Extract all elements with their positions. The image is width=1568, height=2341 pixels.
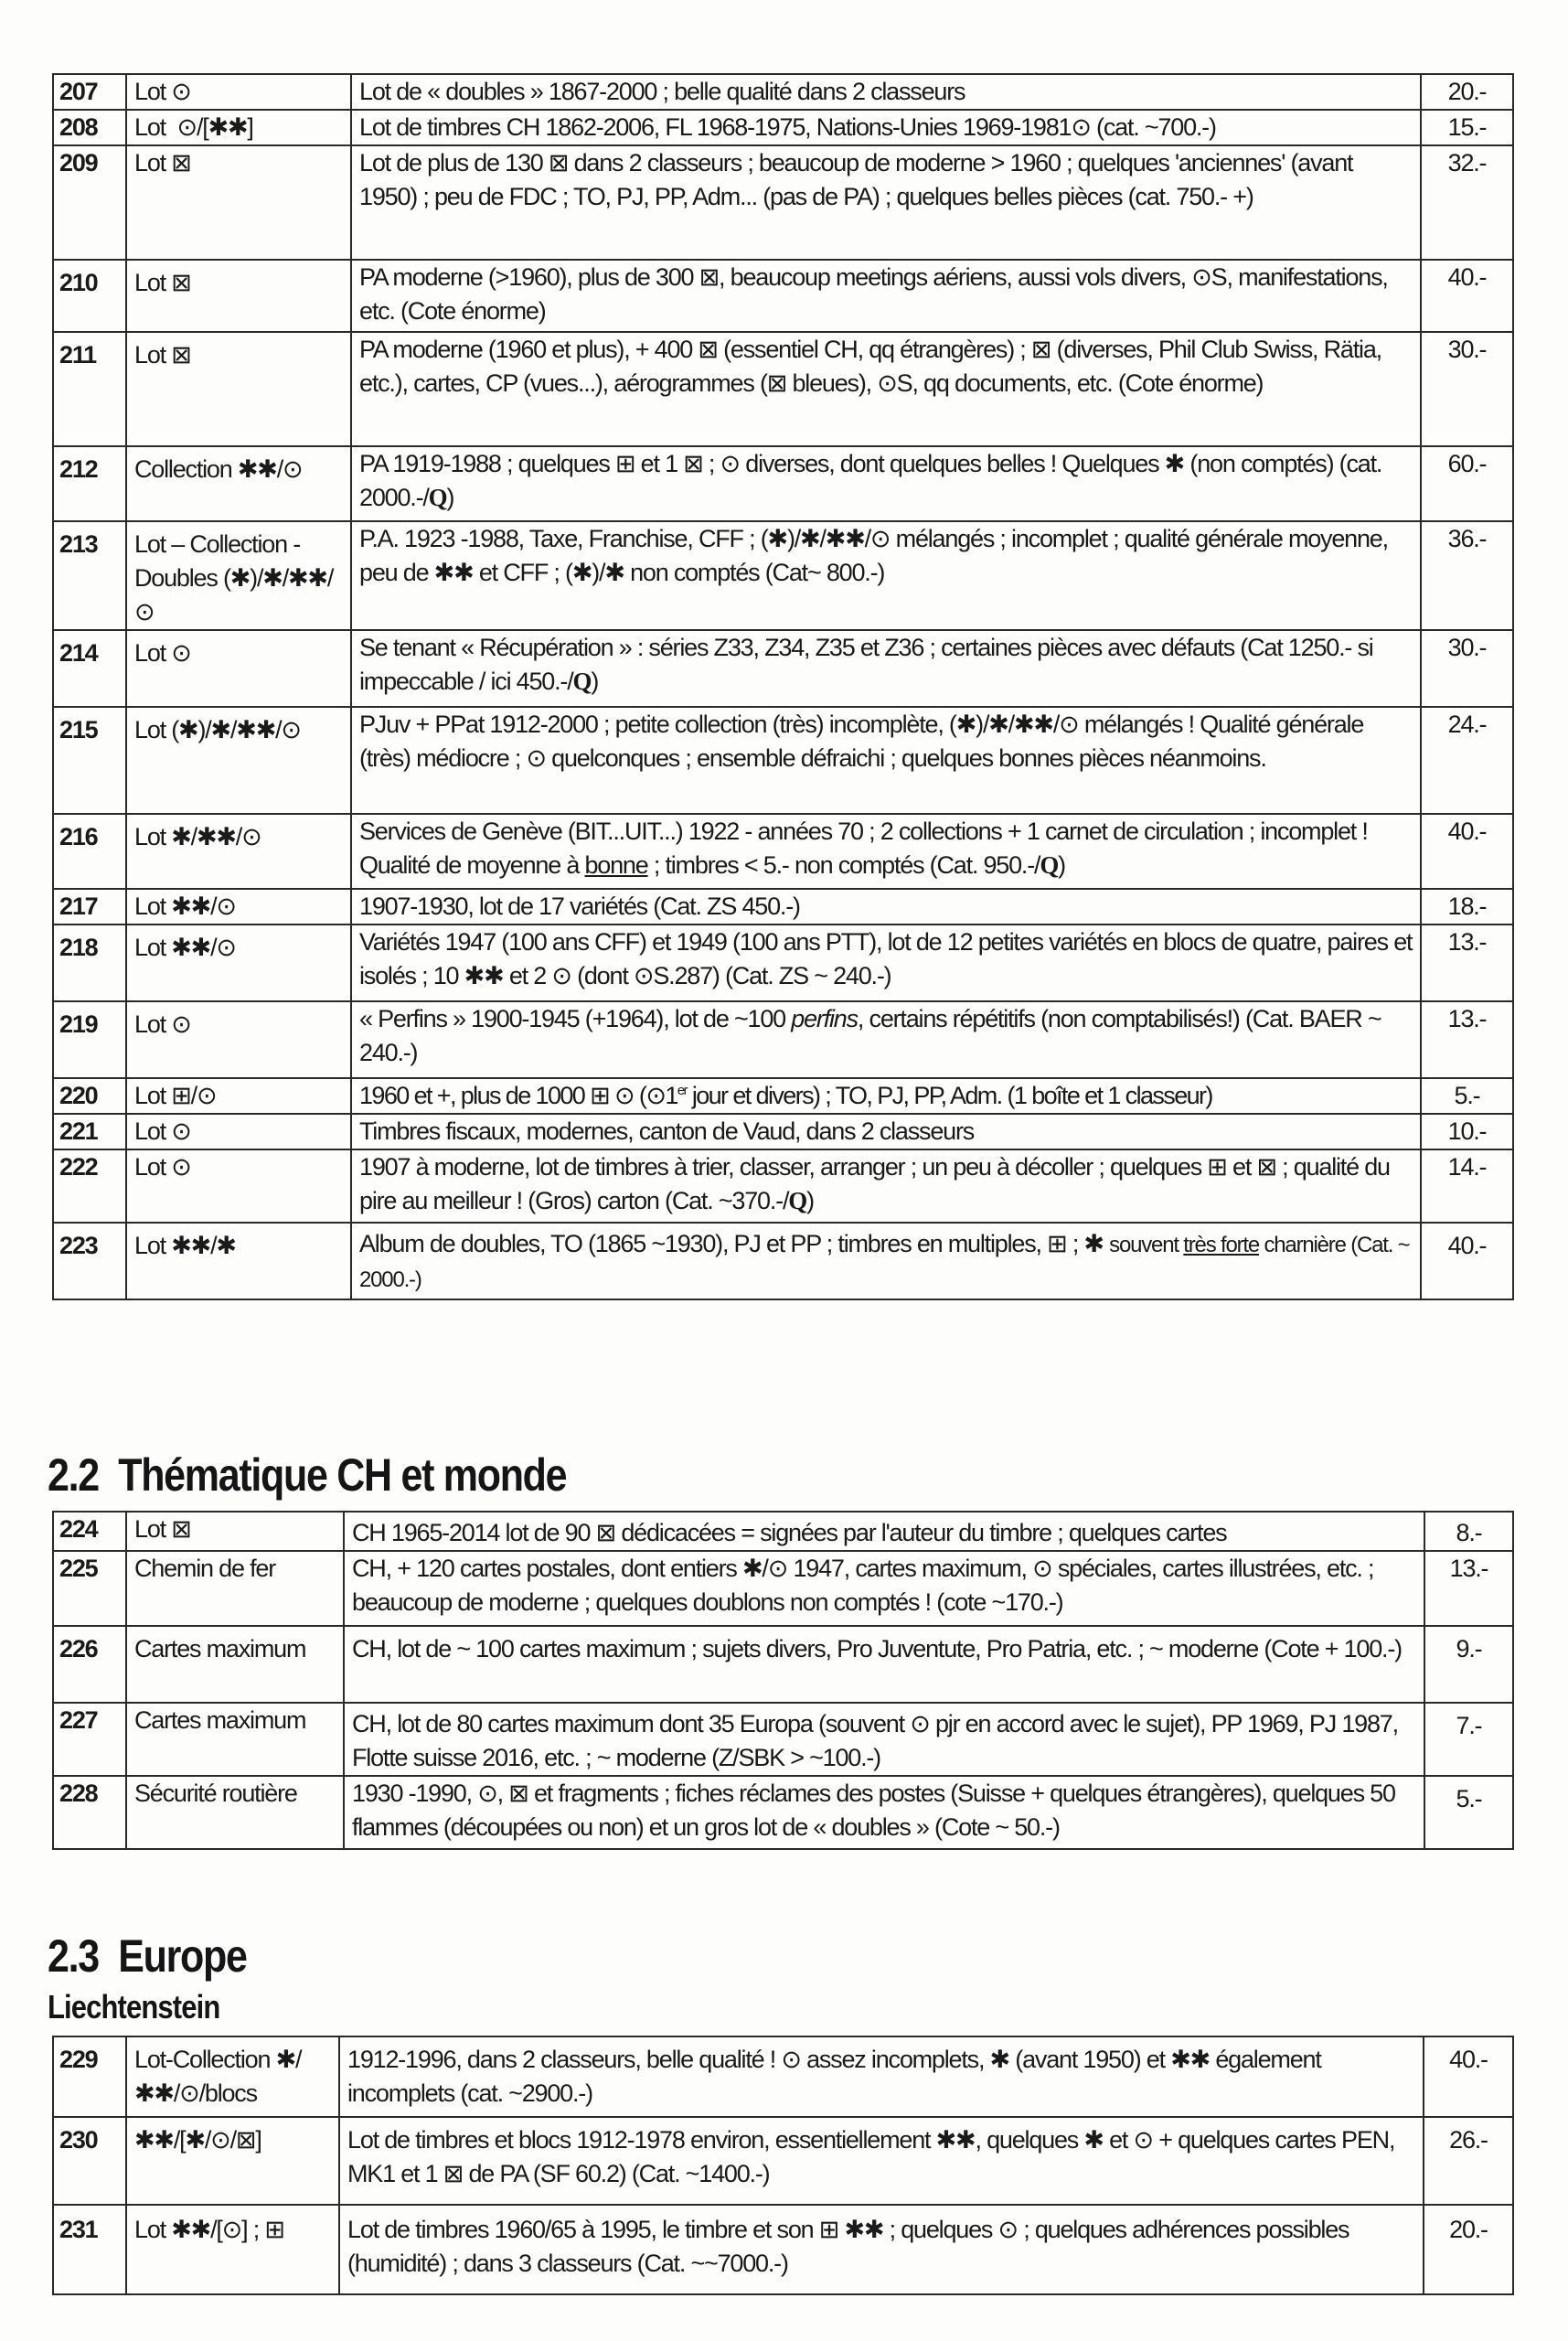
lot-number: 216 [53,814,126,889]
lot-price: 36.- [1421,521,1513,630]
description-text: « Perfins » 1900-1945 (+1964), lot de ~100 [359,1005,792,1032]
lot-price: 24.- [1421,707,1513,814]
table-row [53,1078,1513,1114]
lot-description [351,446,1421,521]
lot-price: 13.- [1424,1551,1513,1626]
lot-price: 15.- [1421,110,1513,145]
lot-description: PJuv + PPat 1912-2000 ; petite collection (très) incomplète, (✱)/✱/✱✱/⊙ mélangés ! Qualité générale (très) médiocre ; ⊙ quelconques ; ensemble défraichi ; quelques bonnes pièces néanmoins. [351,707,1421,814]
lot-number: 223 [53,1223,126,1299]
table-row [53,2205,1513,2294]
lot-price: 18.- [1421,889,1513,925]
table-row [53,1551,1513,1626]
lot-price: 20.- [1424,2205,1513,2294]
lot-price: 32.- [1421,145,1513,260]
lot-price: 13.- [1421,1001,1513,1078]
lot-description: Lot de timbres et blocs 1912-1978 environ, essentiellement ✱✱, quelques ✱ et ⊙ + quelques cartes PEN, MK1 et 1 ⊠ de PA (SF 60.2) (Cat. ~1400.-) [339,2117,1424,2205]
description-text: jour et divers) ; TO, PJ, PP, Adm. (1 boîte et 1 classeur) [686,1082,1212,1109]
table-row [53,889,1513,925]
lot-description [351,1078,1421,1114]
lot-description [351,1001,1421,1078]
lot-price: 20.- [1421,74,1513,110]
lot-price: 26.- [1424,2117,1513,2205]
lot-type: Lot ⊠ [126,260,351,332]
lot-number: 226 [53,1626,126,1703]
lot-price: 5.- [1424,1776,1513,1849]
lot-number: 227 [53,1703,126,1776]
lot-description: Lot de « doubles » 1867-2000 ; belle qualité dans 2 classeurs [351,74,1421,110]
lot-price: 7.- [1424,1703,1513,1776]
table-row [53,260,1513,332]
description-small: charnière (Cat. ~ 2000.-) [359,1233,1410,1292]
lot-description: Lot de plus de 130 ⊠ dans 2 classeurs ; beaucoup de moderne > 1960 ; quelques 'anciennes' (avant 1950) ; peu de FDC ; TO, PJ, PP, Adm... (pas de PA) ; quelques belles pièces (cat. 750.- +) [351,145,1421,260]
lot-price: 40.- [1421,814,1513,889]
lot-number: 211 [53,332,126,446]
lot-description: P.A. 1923 -1988, Taxe, Franchise, CFF ; (✱)/✱/✱✱/⊙ mélangés ; incomplet ; qualité générale moyenne, peu de ✱✱ et CFF ; (✱)/✱ non comptés (Cat~ 800.-) [351,521,1421,630]
lot-number: 214 [53,630,126,707]
description-text: ; timbres < 5.- non comptés (Cat. 950.-/ [647,851,1040,879]
lot-type: Lot ✱/✱✱/⊙ [126,814,351,889]
table-row [53,332,1513,446]
lot-number: 218 [53,925,126,1001]
lot-price: 30.- [1421,332,1513,446]
lot-number: 213 [53,521,126,630]
table-row [53,1001,1513,1078]
lot-type: Lot ⊙ [126,1149,351,1223]
lot-number: 230 [53,2117,126,2205]
quality-mark: Q [572,668,592,695]
quality-mark: Q [428,484,447,511]
lot-description: Variétés 1947 (100 ans CFF) et 1949 (100 ans PTT), lot de 12 petites variétés en blocs de quatre, paires et isolés ; 10 ✱✱ et 2 ⊙ (dont ⊙S.287) (Cat. ZS ~ 240.-) [351,925,1421,1001]
lot-description: CH, lot de ~ 100 cartes maximum ; sujets divers, Pro Juventute, Pro Patria, etc. ; ~ moderne (Cote + 100.-) [344,1626,1424,1703]
table-row [53,1776,1513,1849]
lot-type: Lot ⊙ [126,1001,351,1078]
description-text: 1907 à moderne, lot de timbres à trier, classer, arranger ; un peu à décoller ; quelques ⊞ et ⊠ ; qualité du pire au meilleur ! (Gros) carton (Cat. ~370.-/ [359,1153,1390,1214]
table-row [53,110,1513,145]
quality-mark: Q [788,1187,807,1214]
table-row [53,1703,1513,1776]
table-row [53,1114,1513,1149]
table-row [53,1149,1513,1223]
lot-description: PA moderne (>1960), plus de 300 ⊠, beaucoup meetings aériens, aussi vols divers, ⊙S, manifestations, etc. (Cote énorme) [351,260,1421,332]
lot-type: ✱✱/[✱/⊙/⊠] [126,2117,339,2205]
lot-description: CH, + 120 cartes postales, dont entiers ✱/⊙ 1947, cartes maximum, ⊙ spéciales, cartes illustrées, etc. ; beaucoup de moderne ; quelques doublons non comptés ! (cote ~170.-) [344,1551,1424,1626]
lot-price: 5.- [1421,1078,1513,1114]
lot-price: 9.- [1424,1626,1513,1703]
lot-number: 215 [53,707,126,814]
lot-type: Cartes maximum [126,1626,344,1703]
description-text: ) [1058,851,1065,879]
lot-type: Lot ✱✱/⊙ [126,925,351,1001]
lot-description: 1912-1996, dans 2 classeurs, belle qualité ! ⊙ assez incomplets, ✱ (avant 1950) et ✱✱ également incomplets (cat. ~2900.-) [339,2036,1424,2117]
lot-description [351,630,1421,707]
description-text: , certains répétitifs (non comptabilisés!) (Cat. BAER ~ 240.-) [359,1005,1381,1066]
lot-price: 10.- [1421,1114,1513,1149]
table-row [53,630,1513,707]
table-row [53,814,1513,889]
lot-number: 229 [53,2036,126,2117]
lot-type: Lot-Collection ✱/✱✱/⊙/blocs [126,2036,339,2117]
lot-description: CH, lot de 80 cartes maximum dont 35 Europa (souvent ⊙ pjr en accord avec le sujet), PP 1969, PJ 1987, Flotte suisse 2016, etc. ; ~ moderne (Z/SBK > ~100.-) [344,1703,1424,1776]
table-row [53,74,1513,110]
table-row [53,1223,1513,1299]
lot-description: Lot de timbres CH 1862-2006, FL 1968-1975, Nations-Unies 1969-1981⊙ (cat. ~700.-) [351,110,1421,145]
lot-description: 1930 -1990, ⊙, ⊠ et fragments ; fiches réclames des postes (Suisse + quelques étrangères), quelques 50 flammes (découpées ou non) et un gros lot de « doubles » (Cote ~ 50.-) [344,1776,1424,1849]
lot-price: 14.- [1421,1149,1513,1223]
lot-type: Lot ✱✱/[⊙] ; ⊞ [126,2205,339,2294]
lot-price: 40.- [1424,2036,1513,2117]
lot-price: 30.- [1421,630,1513,707]
table-row [53,446,1513,521]
lot-description [351,1149,1421,1223]
lot-type: Lot ⊙ [126,630,351,707]
description-small: souvent [1109,1233,1184,1257]
section-heading-thematique: 2.2 Thématique CH et monde [48,1449,567,1501]
lot-number: 210 [53,260,126,332]
lot-type: Lot ✱✱/⊙ [126,889,351,925]
lot-type: Lot ⊙ [126,74,351,110]
lot-type: Sécurité routière [126,1776,344,1849]
lot-type: Collection ✱✱/⊙ [126,446,351,521]
table-row [53,2117,1513,2205]
description-text: Services de Genève (BIT...UIT...) 1922 - années 70 ; 2 collections + 1 carnet de circulation ; incomplet ! Qualité de moyenne à [359,818,1368,879]
lot-number: 231 [53,2205,126,2294]
lot-type: Lot ⊙ [126,1114,351,1149]
lot-type: Lot ⊠ [126,1512,344,1551]
lot-price: 8.- [1424,1512,1513,1551]
table-row [53,1512,1513,1551]
lot-table-europe [52,2036,1514,2295]
lot-type: Lot ✱✱/✱ [126,1223,351,1299]
description-text: Se tenant « Récupération » : séries Z33, Z34, Z35 et Z36 ; certaines pièces avec défauts (Cat 1250.- si impeccable / ici 450.-/ [359,634,1373,695]
description-text: Album de doubles, TO (1865 ~1930), PJ et PP ; timbres en multiples, ⊞ ; ✱ [359,1230,1110,1257]
lot-description: Timbres fiscaux, modernes, canton de Vaud, dans 2 classeurs [351,1114,1421,1149]
lot-type: Lot ⊙/[✱✱] [126,110,351,145]
lot-price: 60.- [1421,446,1513,521]
lot-number: 209 [53,145,126,260]
lot-number: 221 [53,1114,126,1149]
lot-description: PA moderne (1960 et plus), + 400 ⊠ (essentiel CH, qq étrangères) ; ⊠ (diverses, Phil Club Swiss, Rätia, etc.), cartes, CP (vues...), aérogrammes (⊠ bleues), ⊙S, qq documents, etc. (Cote énorme) [351,332,1421,446]
description-emphasis: bonne [584,851,648,879]
table-row [53,925,1513,1001]
lot-type: Lot – Collection - Doubles (✱)/✱/✱✱/⊙ [126,521,351,630]
lot-number: 217 [53,889,126,925]
lot-price: 13.- [1421,925,1513,1001]
lot-description: Lot de timbres 1960/65 à 1995, le timbre et son ⊞ ✱✱ ; quelques ⊙ ; quelques adhérences possibles (humidité) ; dans 3 classeurs (Cat. ~~7000.-) [339,2205,1424,2294]
superscript: er [677,1083,687,1098]
description-italic: perfins [791,1005,858,1032]
description-text: ) [446,484,454,511]
description-text: ) [591,668,599,695]
table-row [53,145,1513,260]
lot-description: CH 1965-2014 lot de 90 ⊠ dédicacées = signées par l'auteur du timbre ; quelques cartes [344,1512,1424,1551]
lot-number: 225 [53,1551,126,1626]
lot-number: 222 [53,1149,126,1223]
lot-type: Lot ⊞/⊙ [126,1078,351,1114]
lot-table-thematique [52,1511,1514,1850]
lot-number: 212 [53,446,126,521]
table-row [53,707,1513,814]
lot-number: 220 [53,1078,126,1114]
lot-number: 208 [53,110,126,145]
quality-mark: Q [1040,851,1059,879]
lot-description [351,814,1421,889]
lot-description: 1907-1930, lot de 17 variétés (Cat. ZS 450.-) [351,889,1421,925]
lot-price: 40.- [1421,260,1513,332]
lot-type: Lot ⊠ [126,332,351,446]
lot-table-main [52,73,1514,1300]
table-row [53,2036,1513,2117]
table-row [53,1626,1513,1703]
lot-number: 219 [53,1001,126,1078]
lot-type: Cartes maximum [126,1703,344,1776]
lot-description [351,1223,1421,1299]
lot-number: 228 [53,1776,126,1849]
lot-type: Lot (✱)/✱/✱✱/⊙ [126,707,351,814]
table-row [53,521,1513,630]
description-text: PA 1919-1988 ; quelques ⊞ et 1 ⊠ ; ⊙ diverses, dont quelques belles ! Quelques ✱ (non comptés) (cat. 2000.-/ [359,450,1382,511]
section-heading-europe: 2.3 Europe [48,1930,247,1982]
lot-type: Lot ⊠ [126,145,351,260]
lot-type: Chemin de fer [126,1551,344,1626]
lot-number: 224 [53,1512,126,1551]
lot-price: 40.- [1421,1223,1513,1299]
subheading-liechtenstein: Liechtenstein [48,1988,220,2026]
description-text: ) [806,1187,814,1214]
description-text: 1960 et +, plus de 1000 ⊞ ⊙ (⊙1 [359,1082,677,1109]
description-emphasis: très forte [1183,1233,1259,1257]
lot-number: 207 [53,74,126,110]
